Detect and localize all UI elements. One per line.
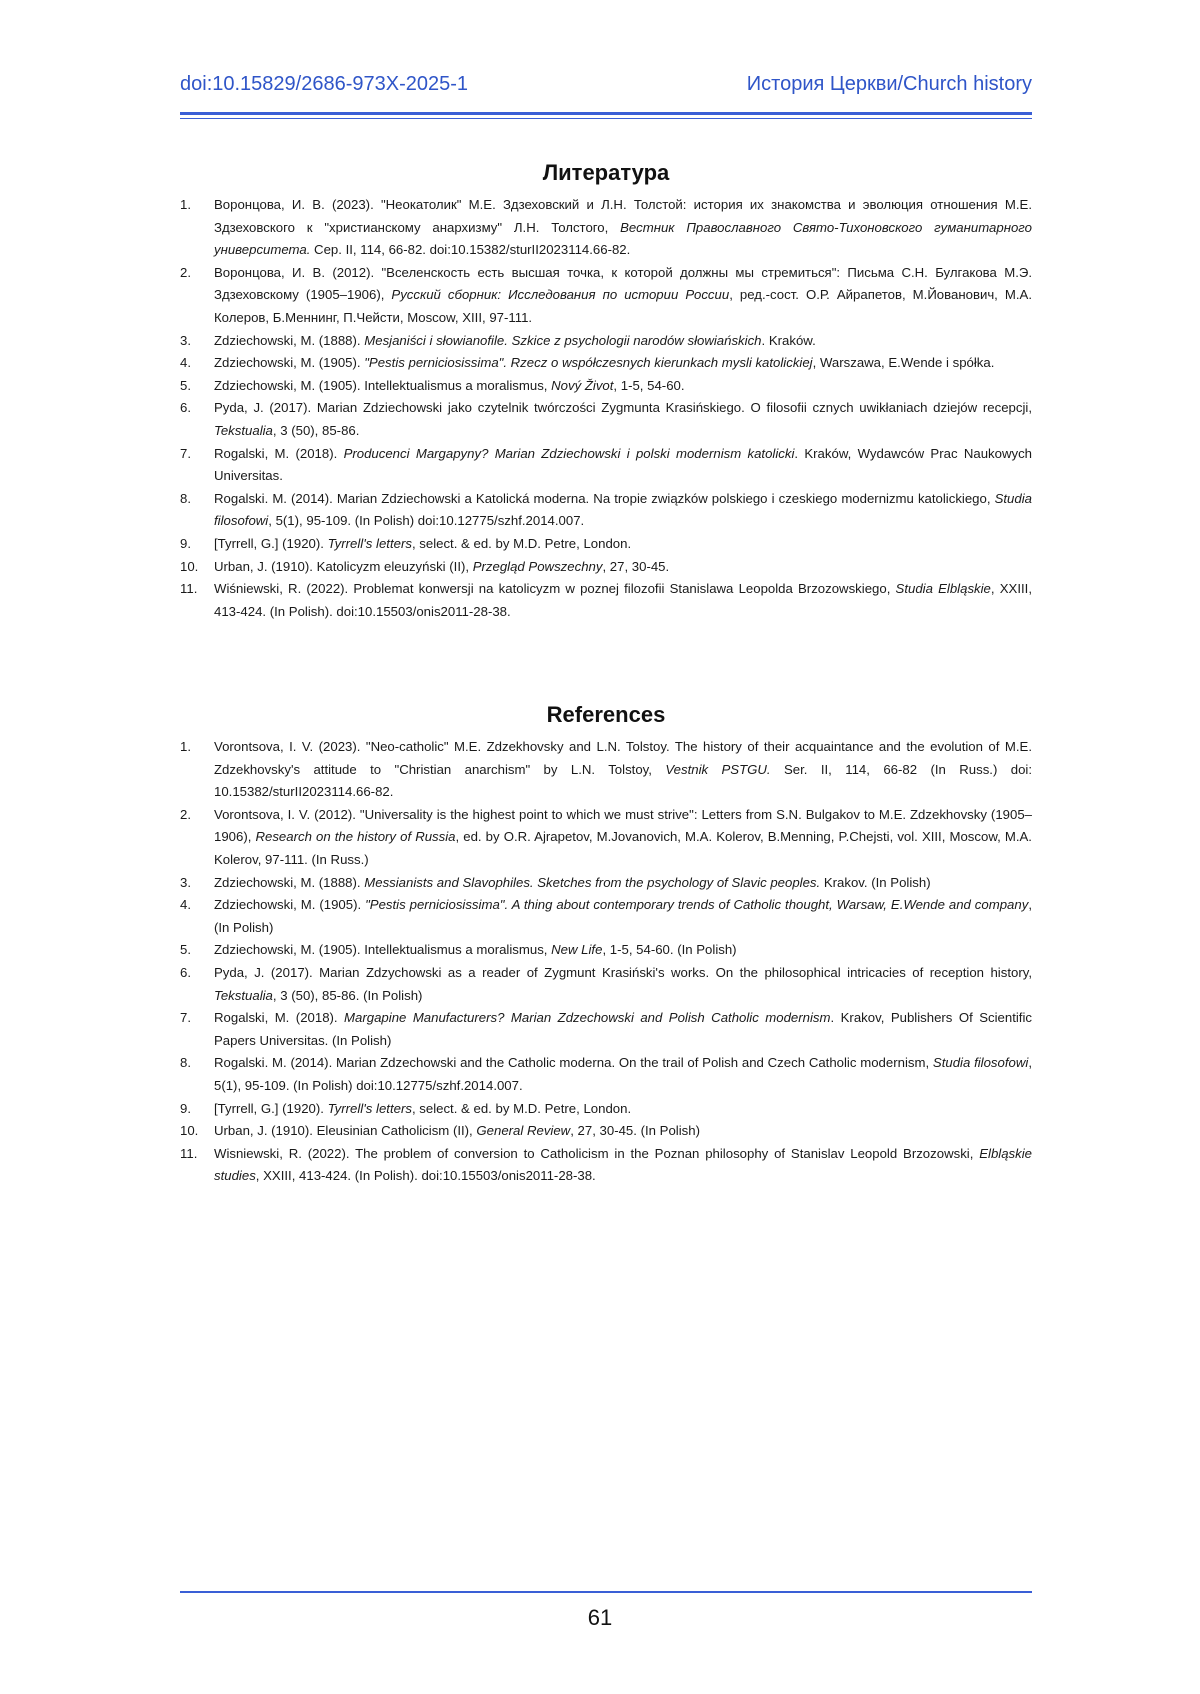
reference-text: [Tyrrell, G.] (1920). — [214, 535, 328, 551]
reference-details: , 27, 30-45. (In Polish) — [570, 1123, 700, 1139]
reference-text: Воронцова, И. В. (2012). "Вселенскость есть высшая точка, к которой должны мы стремиться": Письма С.Н. Булгакова М.Э. Здзеховскому (1905–1906), — [214, 264, 1032, 303]
reference-details: , 1-5, 54-60. — [613, 377, 685, 393]
reference-number: 6. — [180, 964, 191, 980]
reference-item — [180, 1143, 1032, 1188]
reference-details: . Kraków. — [761, 332, 816, 348]
reference-item — [180, 397, 1032, 442]
reference-number: 11. — [180, 1145, 198, 1161]
reference-text: [Tyrrell, G.] (1920). — [214, 1100, 328, 1116]
reference-number: 1. — [180, 739, 191, 754]
reference-item — [180, 443, 1032, 488]
reference-number: 1. — [180, 197, 191, 212]
reference-item — [180, 1052, 1032, 1097]
literature-section — [180, 158, 1032, 623]
reference-text: Urban, J. (1910). Katolicyzm eleuzyński (II), — [214, 558, 473, 574]
reference-details: , select. & ed. by M.D. Petre, London. — [411, 1100, 632, 1116]
reference-item — [180, 872, 1032, 895]
reference-number: 10. — [180, 1123, 199, 1139]
reference-text: Vorontsova, I. V. (2023). "Neo-catholic" M.E. Zdzekhovsky and L.N. Tolstoy. The history of their acquaintance and the evolution of M.E. Zdzekhovsky's attitude to "Christian anarchism" by L.N. Tolstoy, — [214, 739, 1032, 777]
reference-item — [180, 556, 1032, 579]
reference-item — [180, 1007, 1032, 1052]
reference-item — [180, 1098, 1032, 1121]
header-rubric: История Церкви/Church history — [746, 73, 1032, 95]
reference-text: Urban, J. (1910). Eleusinian Catholicism (II), — [214, 1123, 477, 1139]
reference-details: , 3 (50), 85-86. (In Polish) — [272, 987, 423, 1003]
page-number: 61 — [587, 1605, 613, 1630]
reference-item — [180, 939, 1032, 962]
reference-details: , 5(1), 95-109. (In Polish) doi:10.12775/szhf.2014.007. — [214, 1055, 1032, 1093]
reference-item — [180, 962, 1032, 1007]
reference-details: , Warszawa, E.Wende i spółka. — [812, 355, 995, 371]
reference-source-title: Studia filosofowi — [214, 490, 1032, 529]
reference-source-title: General Review — [476, 1123, 571, 1139]
reference-source-title: Elbląskie studies — [214, 1145, 1032, 1184]
reference-text: Воронцова, И. В. (2023). "Неокатолик" М.Е. Здзеховский и Л.Н. Толстой: история их знакомства и эволюция отношения М.Е. Здзеховского к "христианскому анархизму" Л.Н. Толстого, — [214, 197, 1032, 235]
reference-details: , XXIII, 413-424. (In Polish). doi:10.15503/onis2011-28-38. — [214, 581, 1032, 619]
reference-text: Vorontsova, I. V. (2012). "Universality is the highest point to which we must strive": Letters from S.N. Bulgakov to M.E. Zdzekhovsky (1905–1906), — [214, 806, 1032, 845]
reference-number: 2. — [180, 264, 191, 280]
references-section — [180, 700, 1032, 1188]
reference-number: 2. — [180, 806, 191, 822]
reference-text: Zdziechowski, M. (1905). — [214, 897, 366, 913]
reference-item — [180, 578, 1032, 623]
reference-source-title: Nový Život — [551, 377, 614, 393]
reference-details: Сер. II, 114, 66-82. doi:10.15382/sturII2023114.66-82. — [310, 242, 631, 258]
references-list — [180, 736, 1032, 1188]
reference-details: , ред.-сост. О.Р. Айрапетов, М.Йованович, М.А. Колеров, Б.Меннинг, П.Чейсти, Moscow, XIII, 97-111. — [214, 287, 1032, 325]
reference-number: 4. — [180, 355, 191, 371]
reference-source-title: Русский сборник: Исследования по истории России — [391, 287, 730, 303]
reference-number: 3. — [180, 332, 191, 348]
reference-number: 11. — [180, 581, 198, 597]
reference-item — [180, 894, 1032, 939]
reference-details: , ed. by O.R. Ajrapetov, M.Jovanovich, M.A. Kolerov, B.Menning, P.Chejsti, vol. XIII, Moscow, M.A. Kolerov, 97-111. (In Russ.) — [214, 829, 1032, 867]
header-rule-thin — [180, 118, 1032, 119]
literature-title: Литература — [542, 160, 670, 185]
reference-number: 4. — [180, 897, 191, 913]
reference-number: 5. — [180, 942, 191, 958]
reference-text: Rogalski. M. (2014). Marian Zdziechowski a Katolická moderna. Na tropie związków polskiego i czeskiego modernizmu katolickiego, — [214, 490, 995, 506]
reference-details: , (In Polish) — [214, 897, 1032, 935]
reference-details: , 1-5, 54-60. (In Polish) — [602, 942, 737, 958]
reference-details: , select. & ed. by M.D. Petre, London. — [411, 535, 632, 551]
reference-text: Wisniewski, R. (2022). The problem of conversion to Catholicism in the Poznan philosophy of Stanislav Leopold Brzozowski, — [214, 1145, 980, 1161]
literature-list — [180, 194, 1032, 623]
reference-details: , 3 (50), 85-86. — [272, 422, 360, 438]
reference-source-title: Vestnik PSTGU. — [665, 761, 771, 777]
reference-item — [180, 804, 1032, 872]
reference-source-title: Studia Elbląskie — [895, 581, 991, 597]
reference-item — [180, 352, 1032, 375]
reference-details: Ser. II, 114, 66-82 (In Russ.) doi: 10.15382/sturII2023114.66-82. — [214, 761, 1032, 800]
reference-item — [180, 330, 1032, 353]
reference-text: Wiśniewski, R. (2022). Problemat konwersji na katolicyzm w poznej filozofii Stanislawa Leopolda Brzozowskiego, — [214, 581, 896, 597]
reference-number: 7. — [180, 1010, 191, 1026]
reference-source-title: Вестник Православного Свято-Тихоновского гуманитарного университета. — [214, 219, 1033, 258]
reference-item — [180, 488, 1032, 533]
reference-source-title: Tekstualia — [214, 987, 273, 1003]
reference-details: , XXIII, 413-424. (In Polish). doi:10.15503/onis2011-28-38. — [255, 1168, 596, 1184]
reference-number: 10. — [180, 558, 199, 574]
reference-source-title: Margapine Manufacturers? Marian Zdzechowski and Polish Catholic modernism — [344, 1010, 831, 1026]
reference-item — [180, 1120, 1032, 1143]
reference-item — [180, 736, 1032, 804]
reference-number: 8. — [180, 1055, 191, 1071]
reference-source-title: Messianists and Slavophiles. Sketches from the psychology of Slavic peoples. — [364, 874, 821, 890]
header-rule-thick — [180, 112, 1032, 115]
reference-source-title: Tyrrell's letters — [327, 1100, 412, 1116]
reference-source-title: Mesjaniści i słowianofile. Szkice z psychologii narodów słowiańskich — [364, 332, 762, 348]
reference-text: Rogalski, M. (2018). — [214, 445, 344, 461]
reference-source-title: "Pestis perniciosissima". A thing about contemporary trends of Catholic thought, Warsaw, E.Wende and company — [365, 897, 1029, 913]
reference-text: Zdziechowski, M. (1905). — [214, 355, 365, 371]
reference-number: 6. — [180, 400, 191, 416]
reference-details: Krakov. (In Polish) — [820, 874, 931, 890]
reference-text: Zdziechowski, M. (1905). Intellektualismus a moralismus, — [214, 377, 552, 393]
reference-text: Pyda, J. (2017). Marian Zdzychowski as a reader of Zygmunt Krasiński's works. On the philosophical intricacies of reception history, — [214, 964, 1032, 980]
reference-details: . Krakov, Publishers Of Scientific Papers Universitas. (In Polish) — [214, 1010, 1032, 1048]
reference-text: Zdziechowski, M. (1905). Intellektualismus a moralismus, — [214, 942, 552, 958]
reference-source-title: Przegląd Powszechny — [472, 558, 603, 574]
reference-number: 3. — [180, 874, 191, 890]
reference-details: , 5(1), 95-109. (In Polish) doi:10.12775/szhf.2014.007. — [268, 513, 585, 529]
reference-source-title: Studia filosofowi — [932, 1055, 1029, 1071]
reference-source-title: "Pestis perniciosissima". Rzecz o współczesnych kierunkach mysli katolickiej — [364, 355, 813, 371]
header-doi: doi:10.15829/2686-973X-2025-1 — [180, 73, 469, 95]
reference-source-title: Tyrrell's letters — [327, 535, 412, 551]
reference-number: 5. — [180, 377, 191, 393]
reference-text: Rogalski, M. (2018). — [214, 1010, 345, 1026]
reference-source-title: Research on the history of Russia — [255, 829, 456, 845]
reference-item — [180, 533, 1032, 556]
footer-rule — [180, 1591, 1032, 1593]
reference-item — [180, 194, 1032, 262]
reference-item — [180, 262, 1032, 330]
reference-source-title: Tekstualia — [214, 422, 273, 438]
reference-number: 9. — [180, 1100, 191, 1116]
reference-text: Pyda, J. (2017). Marian Zdziechowski jako czytelnik twórczości Zygmunta Krasińskiego. O filosofii cznych uwikłaniach dziejów recepcji, — [214, 400, 1032, 416]
reference-source-title: New Life — [551, 942, 603, 958]
reference-details: , 27, 30-45. — [602, 558, 670, 574]
reference-number: 8. — [180, 490, 191, 506]
reference-item — [180, 375, 1032, 398]
reference-details: . Kraków, Wydawców Prac Naukowych Universitas. — [214, 445, 1033, 484]
reference-text: Rogalski. M. (2014). Marian Zdzechowski and the Catholic moderna. On the trail of Polish and Czech Catholic modernism, — [214, 1055, 933, 1071]
reference-text: Zdziechowski, M. (1888). — [214, 332, 365, 348]
reference-number: 7. — [180, 445, 191, 461]
reference-number: 9. — [180, 535, 191, 551]
references-title: References — [546, 702, 666, 727]
page-header — [180, 73, 1032, 103]
reference-text: Zdziechowski, M. (1888). — [214, 874, 365, 890]
reference-source-title: Producenci Margapyny? Marian Zdziechowski i polski modernism katolicki — [343, 445, 795, 461]
